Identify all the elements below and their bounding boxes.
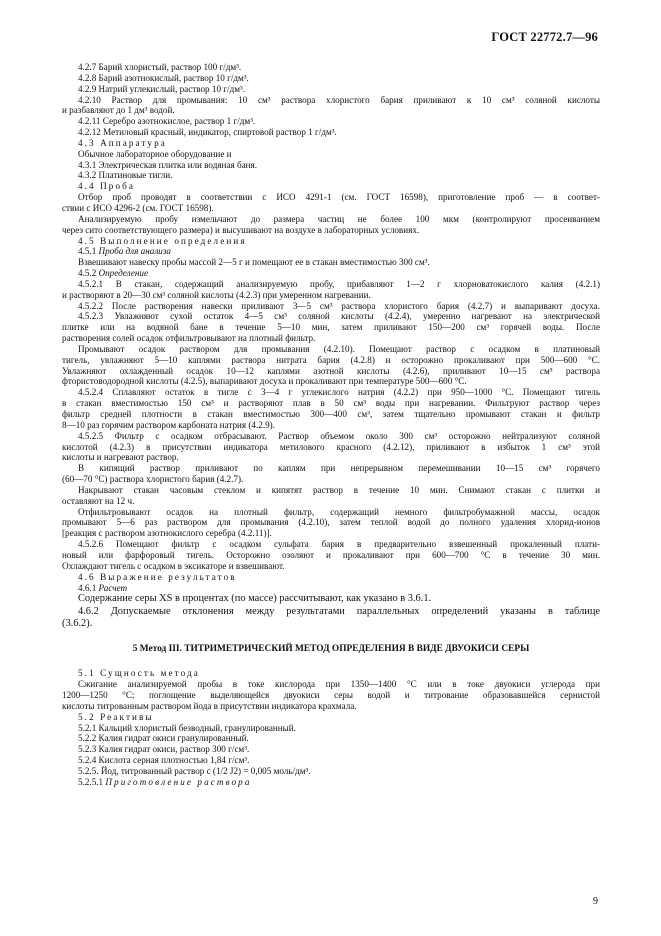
text-line: и растворяют в 20—30 см³ соляной кислоты (4.2.3) при умеренном нагревании. [62, 289, 371, 300]
text-line: Сжигание анализируемой пробы в токе кислорода при 1350—1400 °С или в токе двуокиси углерода при [78, 679, 600, 690]
text-line: Отфильтровывают осадок на плотный фильтр, содержащий немного фильтробумажной массы, осадок [78, 506, 600, 517]
text-line: 4.6 Выражение результатов [78, 571, 237, 582]
text-line: растворения солей осадок отфильтровывают на плотный фильтр. [62, 333, 316, 344]
text-line: 5.2.4 Кислота серная плотностью 1,84 г/см³. [78, 755, 250, 766]
body-text-block [62, 668, 600, 787]
text-line: Охлаждают тигель с осадком в эксикаторе и взвешивают. [62, 560, 285, 571]
text-line: 4.3.1 Электрическая плитка или водяная баня. [78, 159, 258, 170]
text-line: кислоты титрованным раствором йода в присутствии индикатора крахмала. [62, 700, 357, 711]
text-line: кислоты и нагревают раствор. [62, 452, 179, 463]
text-line: тигель, увлажняют 5—10 каплями раствора нитрата бария (4.2.8) и осторожно прокаливают при 500—600 °С. [62, 354, 600, 365]
text-line: 1200—1250 °С; поглощение выделяющейся двуокиси серы водой и титрование образовавшейся сернистой [62, 690, 600, 701]
text-line: и разбавляют до 1 дм³ водой. [62, 105, 175, 116]
text-line: Обычное лабораторное оборудование и [78, 148, 232, 159]
text-line: через сито соответствующего размера) и высушивают на воздухе в лабораторных условиях. [62, 224, 420, 235]
text-line: 5.2.2 Калия гидрат окиси гранулированный. [78, 733, 249, 744]
document-body [62, 62, 600, 788]
text-line: 5.2.5. Йод, титрованный раствор с (1/2 J2) = 0,005 моль/дм³. [78, 766, 311, 776]
text-line: 4.5.2.3 Увлажняют сухой остаток 4—5 см³ соляной кислоты (4.2.4), умеренно нагревают на электрической [78, 311, 600, 322]
text-line: 4.2.9 Натрий углекислый, раствор 10 г/дм³. [78, 83, 246, 94]
text-line: 4.5.2 Определение [78, 268, 149, 279]
text-line: фтористоводородной кислоты (4.2.5), выпаривают досуха и прокаливают при температуре 500—600 °С. [62, 376, 467, 387]
text-line: 5.2.3 Калия гидрат окиси, раствор 300 г/см³. [78, 744, 250, 755]
text-line: В кипящий раствор приливают по каплям при непрерывном перемешивании 10—15 см³ горячего [78, 463, 600, 474]
text-line: 4.2.8 Барий азотнокислый, раствор 10 г/дм³. [78, 72, 249, 83]
text-line: Содержание серы XS в процентах (по массе) рассчитывают, как указано в 3.6.1. [78, 593, 432, 605]
text-line: Отбор проб проводят в соответствии с ИСО 4291-1 (см. ГОСТ 16598), приготовление проб — в соответ- [78, 192, 600, 203]
text-line: 4.5.2.5 Фильтр с осадком отбрасывают. Раствор объемом около 300 см³ осторожно нейтрализуют соляной [78, 430, 600, 441]
text-line: 4.2.11 Серебро азотнокислое, раствор 1 г/дм³. [78, 116, 256, 127]
text-line: 4.6.2 Допускаемые отклонения между результатами параллельных определений указаны в таблице [78, 605, 600, 617]
text-line: плитке или на водяной бане в течение 5—10 мин, затем приливают 150—200 см³ горячей воды. После [62, 322, 600, 333]
text-line: Анализируемую пробу измельчают до размера частиц не более 100 мкм (контролируют просеиванием [78, 213, 600, 224]
page-number: 9 [593, 896, 598, 907]
text-line: 4.5.2.2 После растворения навески приливают 3—5 см³ раствора хлористого бария (4.2.7) и выпаривают досуха. [78, 300, 600, 311]
text-line: 4.5.2.6 Помещают фильтр с осадком сульфата бария в предварительно взвешенный прокаленный плати- [78, 539, 600, 550]
section-title: 5 Метод III. ТИТРИМЕТРИЧЕСКИЙ МЕТОД ОПРЕДЕЛЕНИЯ В ВИДЕ ДВУОКИСИ СЕРЫ [132, 643, 530, 654]
text-line: 5.2.5.1 Приготовление раствора [78, 776, 252, 787]
text-line: оставляют на 12 ч. [62, 495, 135, 506]
text-line: 4.5.1 Проба для анализа [78, 246, 171, 257]
body-text-block [62, 62, 600, 631]
text-line: Увлажняют охлажденный осадок 10—12 каплями азотной кислоты (4.2.6), приливают 10—15 см³ раствора [62, 365, 600, 376]
text-line: 4.5.2.1 В стакан, содержащий анализируемую пробу, прибавляют 1—2 г хлорноватокислого калия (4.2.1) [78, 278, 600, 289]
text-line: [реакция с раствором азотнокислого серебра (4.2.11)]. [62, 528, 272, 539]
text-line: Накрывают стакан часовым стеклом и кипятят раствор в течение 10 мин. Снимают стакан с плитки и [78, 484, 600, 495]
text-line: 4.5.2.4 Сплавляют остаток в тигле с 3—4 г углекислого натрия (4.2.2) при 950—1000 °С. Помещают тигель [78, 387, 600, 398]
text-line: 5.2 Реактивы [78, 711, 154, 722]
text-line: (60—70 °С) раствора хлористого бария (4.2.7). [62, 474, 244, 485]
text-line: 4.2.12 Метиловый красный, индикатор, спиртовой раствор 1 г/дм³. [78, 127, 337, 138]
text-line: 4.2.7 Барий хлористый, раствор 100 г/дм³. [78, 62, 242, 72]
text-line: кислотой (4.2.3) в присутствии индикатора метилового красного (4.2.12), приливают в избыток 1 см³ этой [62, 441, 600, 452]
standard-header: ГОСТ 22772.7—96 [491, 30, 598, 44]
text-line: новый или фарфоровый тигель. Осторожно озоляют и прокаливают при 600—700 °С в течение 30 мин. [62, 549, 600, 560]
text-line: (3.6.2). [62, 618, 93, 630]
text-line: фильтр средней плотности в стакан вместимостью 300—400 см³, затем тщательно промывают стакан и фильтр [62, 409, 600, 419]
text-line: 8—10 раз горячим раствором карбоната натрия (4.2.9). [62, 419, 275, 430]
text-line: 4.2.10 Раствор для промывания: 10 см³ раствора хлористого бария приливают к 10 см³ соляной кислоты [78, 94, 600, 105]
text-line: 5.1 Сущность метода [78, 668, 200, 679]
text-line: 5.2.1 Кальций хлористый безводный, гранулированный. [78, 722, 296, 733]
text-line: 4.4 Проба [78, 181, 135, 192]
text-line: Взвешивают навеску пробы массой 2—5 г и помещают ее в стакан вместимостью 300 см³. [78, 257, 430, 268]
text-line: Промывают осадок раствором для промывания (4.2.10). Помещают раствор с осадком в платиновый [78, 343, 600, 354]
text-line: 4.6.1 Расчет [78, 582, 128, 593]
text-line: в стакан вместимостью 150 см³ и растворяют плав в 50 см³ воды при нагревании. Фильтруют раствор через [62, 398, 600, 409]
text-line: 4.5 Выполнение определения [78, 235, 247, 246]
text-line: промывают 5—6 раз раствором для промывания (4.2.10), затем теплой водой до полного удаления хлорид-ионов [62, 517, 600, 528]
text-line: 4.3 Аппаратура [78, 137, 167, 148]
text-line: ствии с ИСО 4296-2 (см. ГОСТ 16598). [62, 202, 214, 213]
text-line: 4.3.2 Платиновые тигли. [78, 170, 173, 181]
